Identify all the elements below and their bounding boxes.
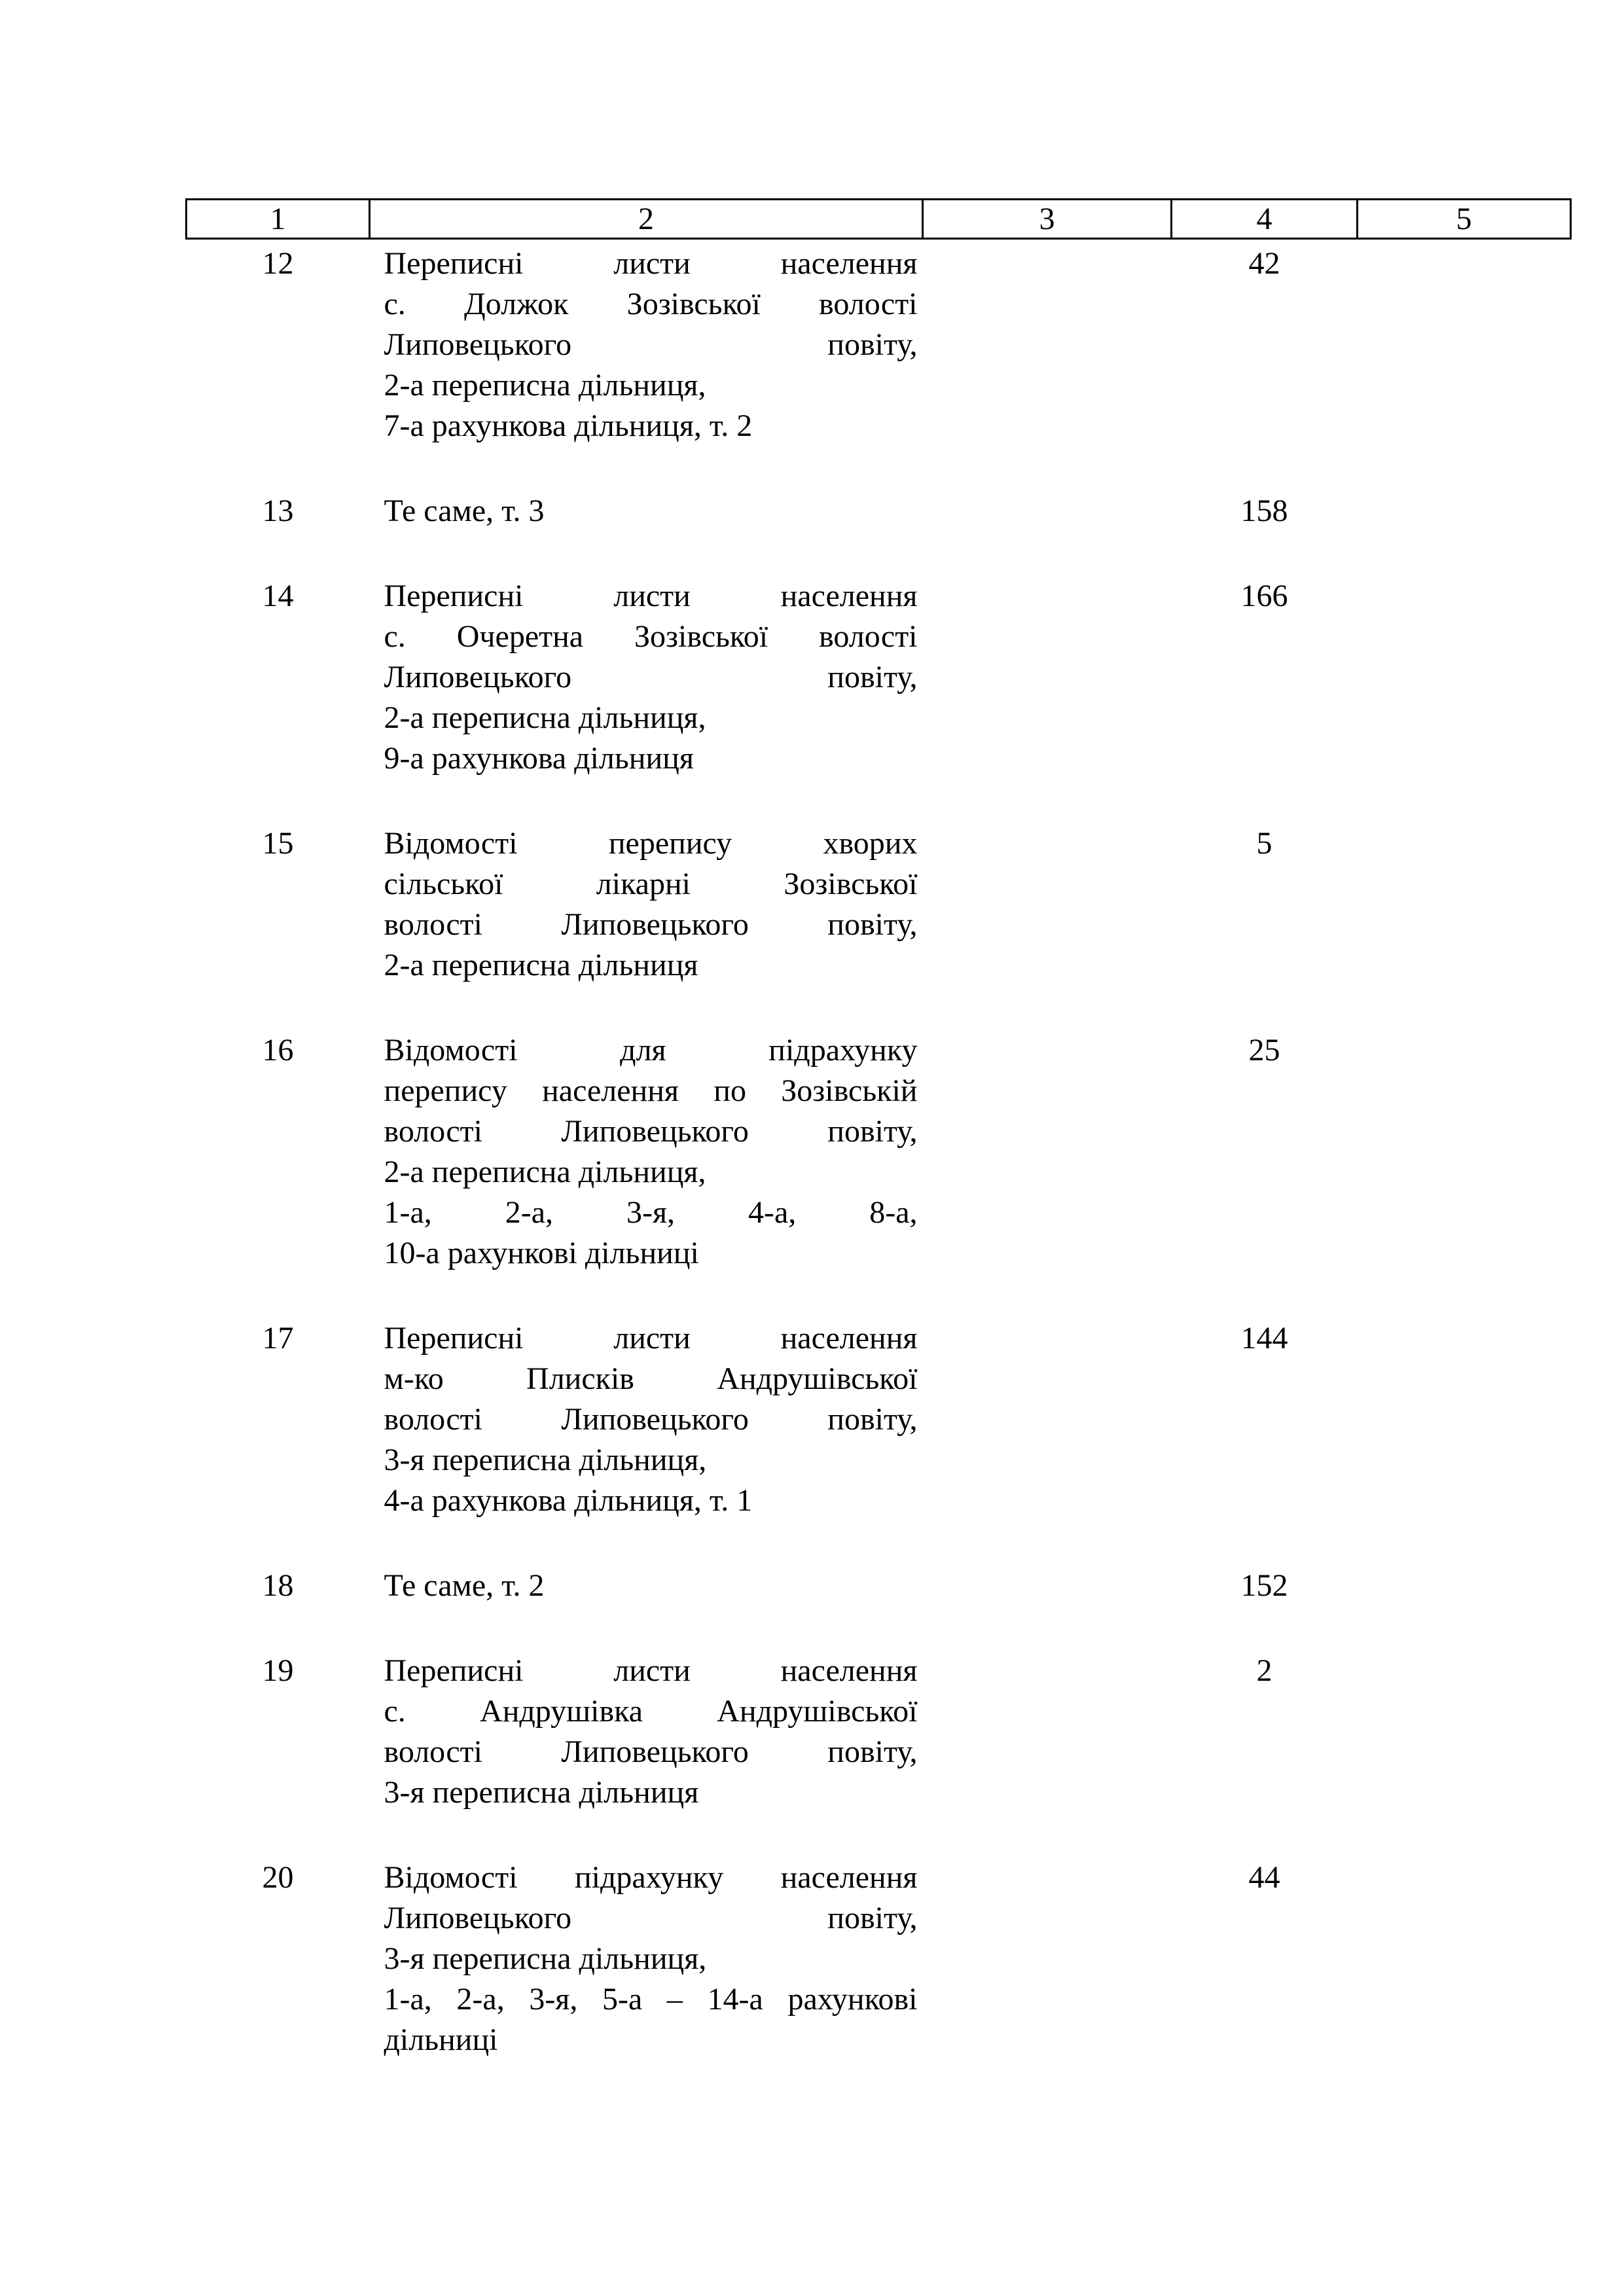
row-description xyxy=(370,487,923,572)
row-empty-col3 xyxy=(923,1647,1172,1854)
table-row xyxy=(187,1562,1571,1647)
column-header-4: 4 xyxy=(1172,200,1358,239)
description-line: Переписні листи населення xyxy=(384,1653,918,1688)
description-line: Відомості перепису хворих xyxy=(384,826,918,861)
row-quantity: 5 xyxy=(1256,826,1272,861)
description-line: 4-а рахункова дільниця, т. 1 xyxy=(384,1483,753,1518)
row-empty-col5 xyxy=(1358,1562,1571,1647)
row-empty-col5 xyxy=(1358,572,1571,819)
table-row xyxy=(187,1647,1571,1854)
description-line: Те саме, т. 3 xyxy=(384,493,545,528)
table-header-row xyxy=(187,200,1571,239)
table-header xyxy=(187,200,1571,239)
column-header-1: 1 xyxy=(187,200,370,239)
row-empty-col3 xyxy=(923,239,1172,488)
description-line: волості Липовецького повіту, xyxy=(384,1734,918,1769)
table-row xyxy=(187,1314,1571,1562)
row-empty-col5 xyxy=(1358,1026,1571,1314)
row-number: 14 xyxy=(262,579,294,613)
table-row xyxy=(187,239,1571,488)
description-line: 1-а, 2-а, 3-я, 5-а – 14-а рахункові xyxy=(384,1982,918,2017)
row-description xyxy=(370,1026,923,1314)
description-line: Те саме, т. 2 xyxy=(384,1568,545,1603)
row-empty-col3 xyxy=(923,487,1172,572)
description-line: 3-я переписна дільниця xyxy=(384,1775,699,1810)
description-line: Липовецького повіту, xyxy=(384,327,918,362)
description-line: 7-а рахункова дільниця, т. 2 xyxy=(384,408,753,443)
row-empty-col5 xyxy=(1358,1647,1571,1854)
description-line: Відомості для підрахунку xyxy=(384,1033,918,1067)
row-empty-col3 xyxy=(923,1562,1172,1647)
description-line: Переписні листи населення xyxy=(384,579,918,613)
description-line: с. Должок Зозівської волості xyxy=(384,287,918,321)
row-quantity: 44 xyxy=(1248,1860,1280,1895)
row-quantity: 158 xyxy=(1240,493,1288,528)
description-line: волості Липовецького повіту, xyxy=(384,1114,918,1149)
row-number: 13 xyxy=(262,493,294,528)
row-empty-col3 xyxy=(923,1314,1172,1562)
row-number: 12 xyxy=(262,246,294,281)
row-description xyxy=(370,239,923,488)
table-row xyxy=(187,572,1571,819)
table-row xyxy=(187,1026,1571,1314)
table-row xyxy=(187,819,1571,1026)
table-row xyxy=(187,487,1571,572)
row-number: 16 xyxy=(262,1033,294,1067)
row-quantity: 2 xyxy=(1256,1653,1272,1688)
description-line: Липовецького повіту, xyxy=(384,1901,918,1935)
description-line: волості Липовецького повіту, xyxy=(384,1402,918,1437)
description-line: Липовецького повіту, xyxy=(384,660,918,694)
description-line: 3-я переписна дільниця, xyxy=(384,1941,707,1976)
description-line: 2-а переписна дільниця xyxy=(384,948,698,982)
row-description xyxy=(370,1854,923,2101)
description-line: 2-а переписна дільниця, xyxy=(384,700,706,735)
row-quantity: 144 xyxy=(1240,1321,1288,1355)
row-empty-col3 xyxy=(923,819,1172,1026)
row-empty-col3 xyxy=(923,1854,1172,2101)
row-quantity: 166 xyxy=(1240,579,1288,613)
row-number: 15 xyxy=(262,826,294,861)
row-description xyxy=(370,819,923,1026)
inventory-table xyxy=(185,198,1572,2101)
description-line: м-ко Плисків Андрушівської xyxy=(384,1361,918,1396)
description-line: 9-а рахункова дільниця xyxy=(384,741,694,776)
description-line: Переписні листи населення xyxy=(384,246,918,281)
description-line: Відомості підрахунку населення xyxy=(384,1860,918,1895)
description-line: волості Липовецького повіту, xyxy=(384,907,918,942)
row-empty-col5 xyxy=(1358,819,1571,1026)
row-empty-col3 xyxy=(923,572,1172,819)
row-description xyxy=(370,1647,923,1854)
row-quantity: 152 xyxy=(1240,1568,1288,1603)
row-quantity: 25 xyxy=(1248,1033,1280,1067)
description-line: дільниці xyxy=(384,2022,498,2057)
row-empty-col5 xyxy=(1358,1854,1571,2101)
row-number: 19 xyxy=(262,1653,294,1688)
row-description xyxy=(370,1314,923,1562)
row-empty-col5 xyxy=(1358,487,1571,572)
row-empty-col5 xyxy=(1358,239,1571,488)
table-row xyxy=(187,1854,1571,2101)
row-description xyxy=(370,572,923,819)
description-line: 3-я переписна дільниця, xyxy=(384,1443,707,1477)
description-line: перепису населення по Зозівській xyxy=(384,1073,918,1108)
description-line: 2-а переписна дільниця, xyxy=(384,1155,706,1189)
description-line: с. Андрушівка Андрушівської xyxy=(384,1694,918,1729)
description-line: с. Очеретна Зозівської волості xyxy=(384,619,918,654)
description-line: 2-а переписна дільниця, xyxy=(384,368,706,403)
row-number: 20 xyxy=(262,1860,294,1895)
description-line: сільської лікарні Зозівської xyxy=(384,867,918,901)
column-header-2: 2 xyxy=(370,200,923,239)
description-line: 1-а, 2-а, 3-я, 4-а, 8-а, xyxy=(384,1195,918,1230)
row-number: 17 xyxy=(262,1321,294,1355)
description-line: Переписні листи населення xyxy=(384,1321,918,1355)
row-empty-col5 xyxy=(1358,1314,1571,1562)
row-empty-col3 xyxy=(923,1026,1172,1314)
column-header-3: 3 xyxy=(923,200,1172,239)
row-number: 18 xyxy=(262,1568,294,1603)
column-header-5: 5 xyxy=(1358,200,1571,239)
description-line: 10-а рахункові дільниці xyxy=(384,1236,699,1270)
row-quantity: 42 xyxy=(1248,246,1280,281)
table-body xyxy=(187,239,1571,2102)
row-description xyxy=(370,1562,923,1647)
